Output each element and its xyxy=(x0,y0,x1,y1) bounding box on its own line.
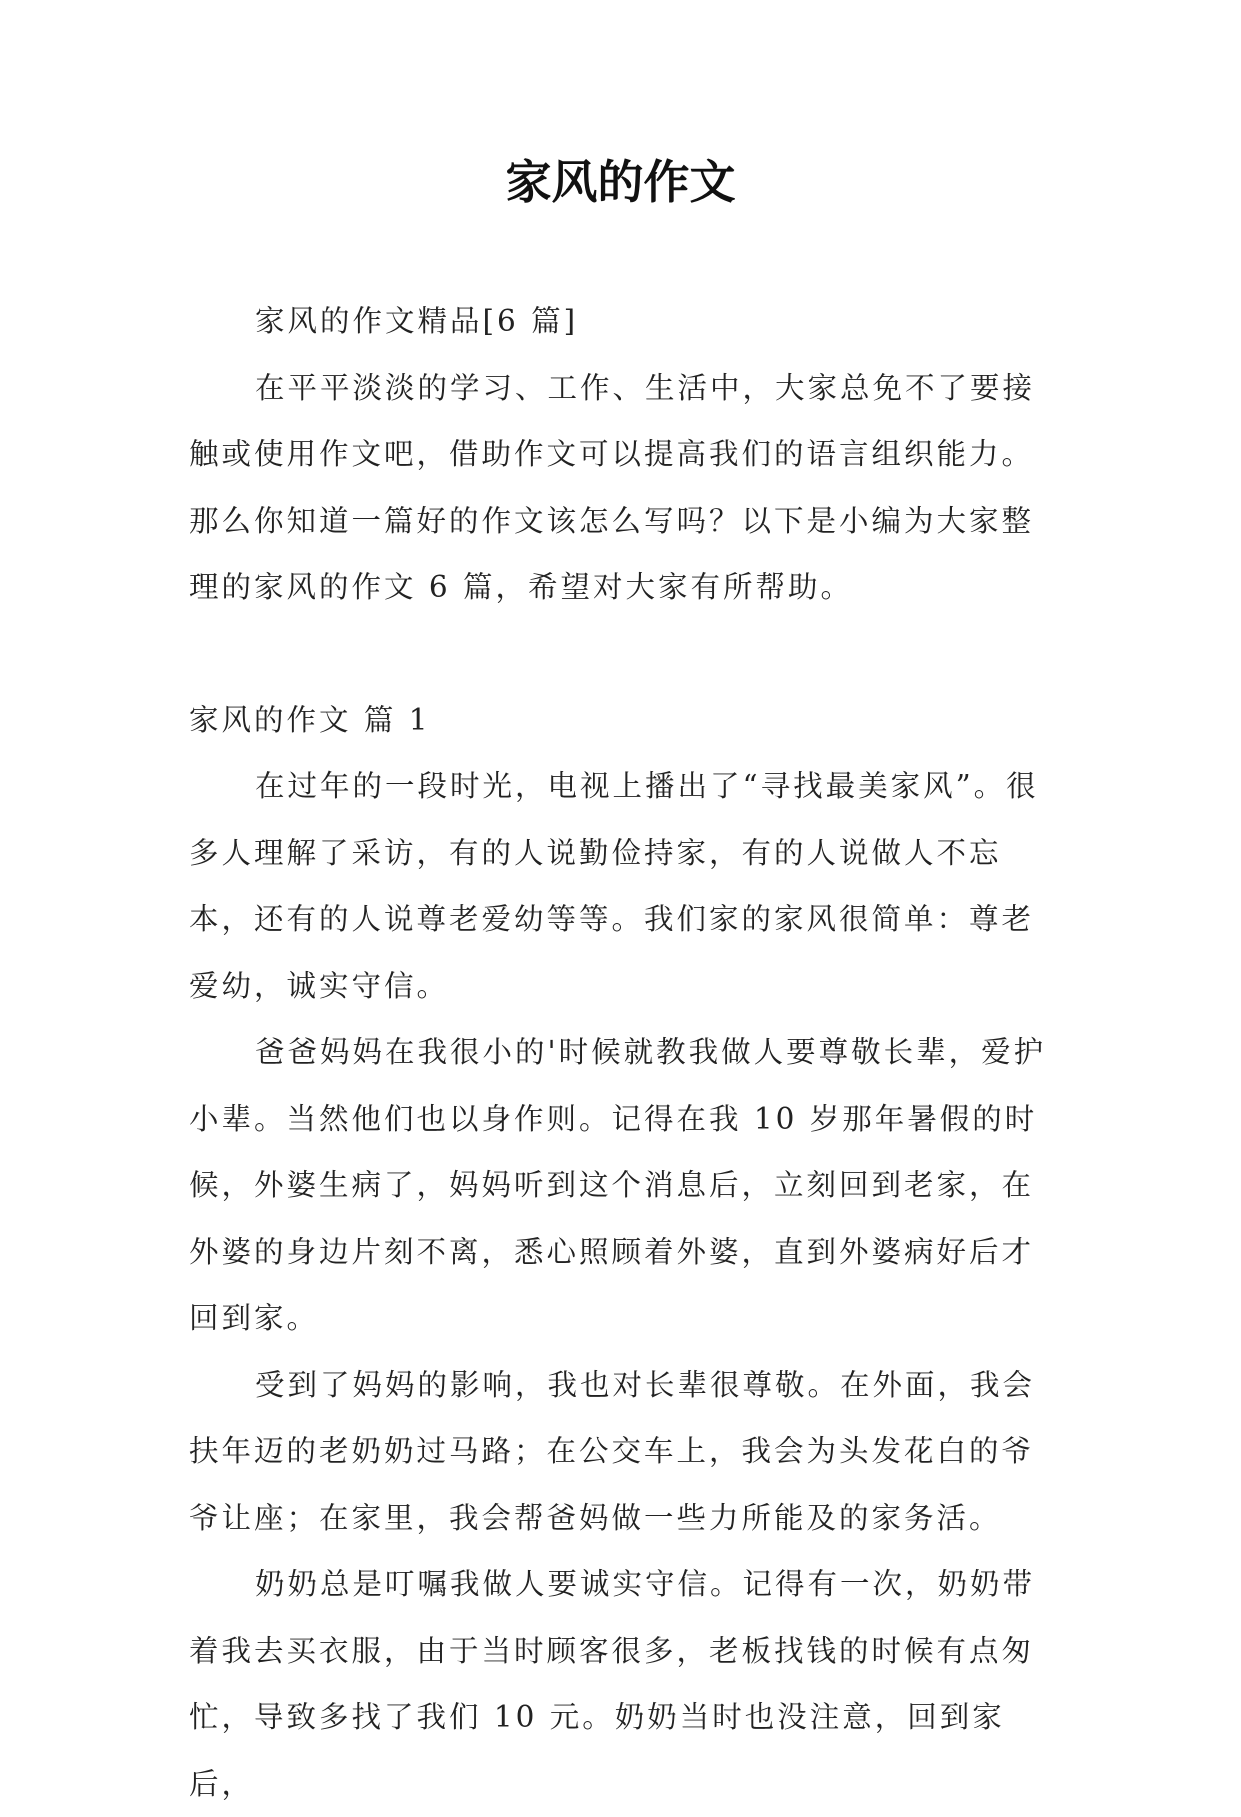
body-paragraph: 受到了妈妈的影响，我也对长辈很尊敬。在外面，我会扶年迈的老奶奶过马路；在公交车上，我会为头发花白的爷爷让座；在家里，我会帮爸妈做一些力所能及的家务活。 xyxy=(189,1367,1036,1535)
intro-paragraph: 在平平淡淡的学习、工作、生活中，大家总免不了要接触或使用作文吧，借助作文可以提高我们的语言组织能力。那么你知道一篇好的作文该怎么写吗？以下是小编为大家整理的家风的作文 6 篇，希望对大家有所帮助。 xyxy=(189,370,1036,604)
section-heading: 家风的作文 篇 1 xyxy=(189,702,431,737)
body-paragraph: 爸爸妈妈在我很小的'时候就教我做人要尊敬长辈，爱护小辈。当然他们也以身作则。记得在我 10 岁那年暑假的时候，外婆生病了，妈妈听到这个消息后，立刻回到老家，在外婆的身边片刻不离，悉心照顾着外婆，直到外婆病好后才回到家。 xyxy=(189,1035,1047,1335)
document-subtitle: 家风的作文精品[6 篇] xyxy=(255,304,579,338)
body-paragraph: 在过年的一段时光，电视上播出了“寻找最美家风”。很多人理解了采访，有的人说勤俭持家，有的人说做人不忘本，还有的人说尊老爱幼等等。我们家的家风很简单：尊老爱幼，诚实守信。 xyxy=(189,769,1039,1003)
document-body xyxy=(189,288,1059,1817)
body-paragraph: 奶奶总是叮嘱我做人要诚实守信。记得有一次，奶奶带着我去买衣服，由于当时顾客很多，老板找钱的时候有点匆忙，导致多找了我们 10 元。奶奶当时也没注意，回到家后， xyxy=(189,1567,1036,1801)
document-title: 家风的作文 xyxy=(505,155,736,209)
